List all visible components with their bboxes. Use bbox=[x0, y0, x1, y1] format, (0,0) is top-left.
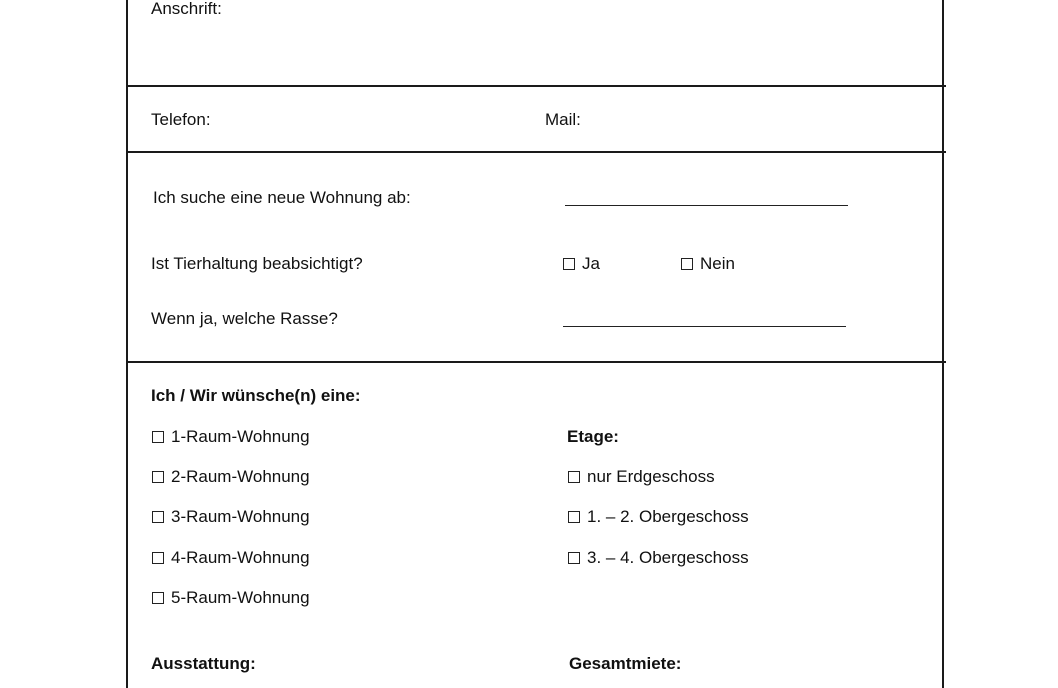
floor-option-2[interactable] bbox=[568, 507, 749, 527]
floor-option-3[interactable] bbox=[568, 548, 749, 568]
pets-no-label: Nein bbox=[700, 254, 735, 273]
divider-address bbox=[126, 85, 946, 87]
pets-yes-option[interactable] bbox=[563, 254, 600, 274]
breed-field[interactable] bbox=[563, 326, 846, 327]
room-option-3[interactable] bbox=[152, 507, 310, 527]
floor-option-1[interactable] bbox=[568, 467, 715, 487]
mail-label: Mail: bbox=[545, 110, 581, 129]
room-option-label: 3-Raum-Wohnung bbox=[171, 507, 310, 526]
divider-search bbox=[126, 361, 946, 363]
move-in-label: Ich suche eine neue Wohnung ab: bbox=[153, 188, 411, 207]
checkbox-icon[interactable] bbox=[563, 258, 575, 270]
pets-no-option[interactable] bbox=[681, 254, 735, 274]
checkbox-icon[interactable] bbox=[152, 471, 164, 483]
room-option-label: 1-Raum-Wohnung bbox=[171, 427, 310, 446]
floor-option-label: 1. – 2. Obergeschoss bbox=[587, 507, 749, 526]
divider-contact bbox=[126, 151, 946, 153]
checkbox-icon[interactable] bbox=[681, 258, 693, 270]
address-label: Anschrift: bbox=[151, 0, 222, 18]
room-option-5[interactable] bbox=[152, 588, 310, 608]
checkbox-icon[interactable] bbox=[152, 511, 164, 523]
room-option-label: 2-Raum-Wohnung bbox=[171, 467, 310, 486]
wishes-heading: Ich / Wir wünsche(n) eine: bbox=[151, 386, 361, 405]
equipment-heading: Ausstattung: bbox=[151, 654, 256, 673]
floor-heading: Etage: bbox=[567, 427, 619, 446]
pets-yes-label: Ja bbox=[582, 254, 600, 273]
room-option-1[interactable] bbox=[152, 427, 310, 447]
breed-label: Wenn ja, welche Rasse? bbox=[151, 309, 338, 328]
move-in-field[interactable] bbox=[565, 205, 848, 206]
checkbox-icon[interactable] bbox=[152, 592, 164, 604]
checkbox-icon[interactable] bbox=[152, 431, 164, 443]
pets-label: Ist Tierhaltung beabsichtigt? bbox=[151, 254, 363, 273]
checkbox-icon[interactable] bbox=[152, 552, 164, 564]
floor-option-label: 3. – 4. Obergeschoss bbox=[587, 548, 749, 567]
room-option-label: 5-Raum-Wohnung bbox=[171, 588, 310, 607]
room-option-4[interactable] bbox=[152, 548, 310, 568]
floor-option-label: nur Erdgeschoss bbox=[587, 467, 715, 486]
phone-label: Telefon: bbox=[151, 110, 211, 129]
room-option-label: 4-Raum-Wohnung bbox=[171, 548, 310, 567]
application-form bbox=[126, 0, 944, 688]
rent-heading: Gesamtmiete: bbox=[569, 654, 682, 673]
checkbox-icon[interactable] bbox=[568, 511, 580, 523]
room-option-2[interactable] bbox=[152, 467, 310, 487]
checkbox-icon[interactable] bbox=[568, 471, 580, 483]
checkbox-icon[interactable] bbox=[568, 552, 580, 564]
